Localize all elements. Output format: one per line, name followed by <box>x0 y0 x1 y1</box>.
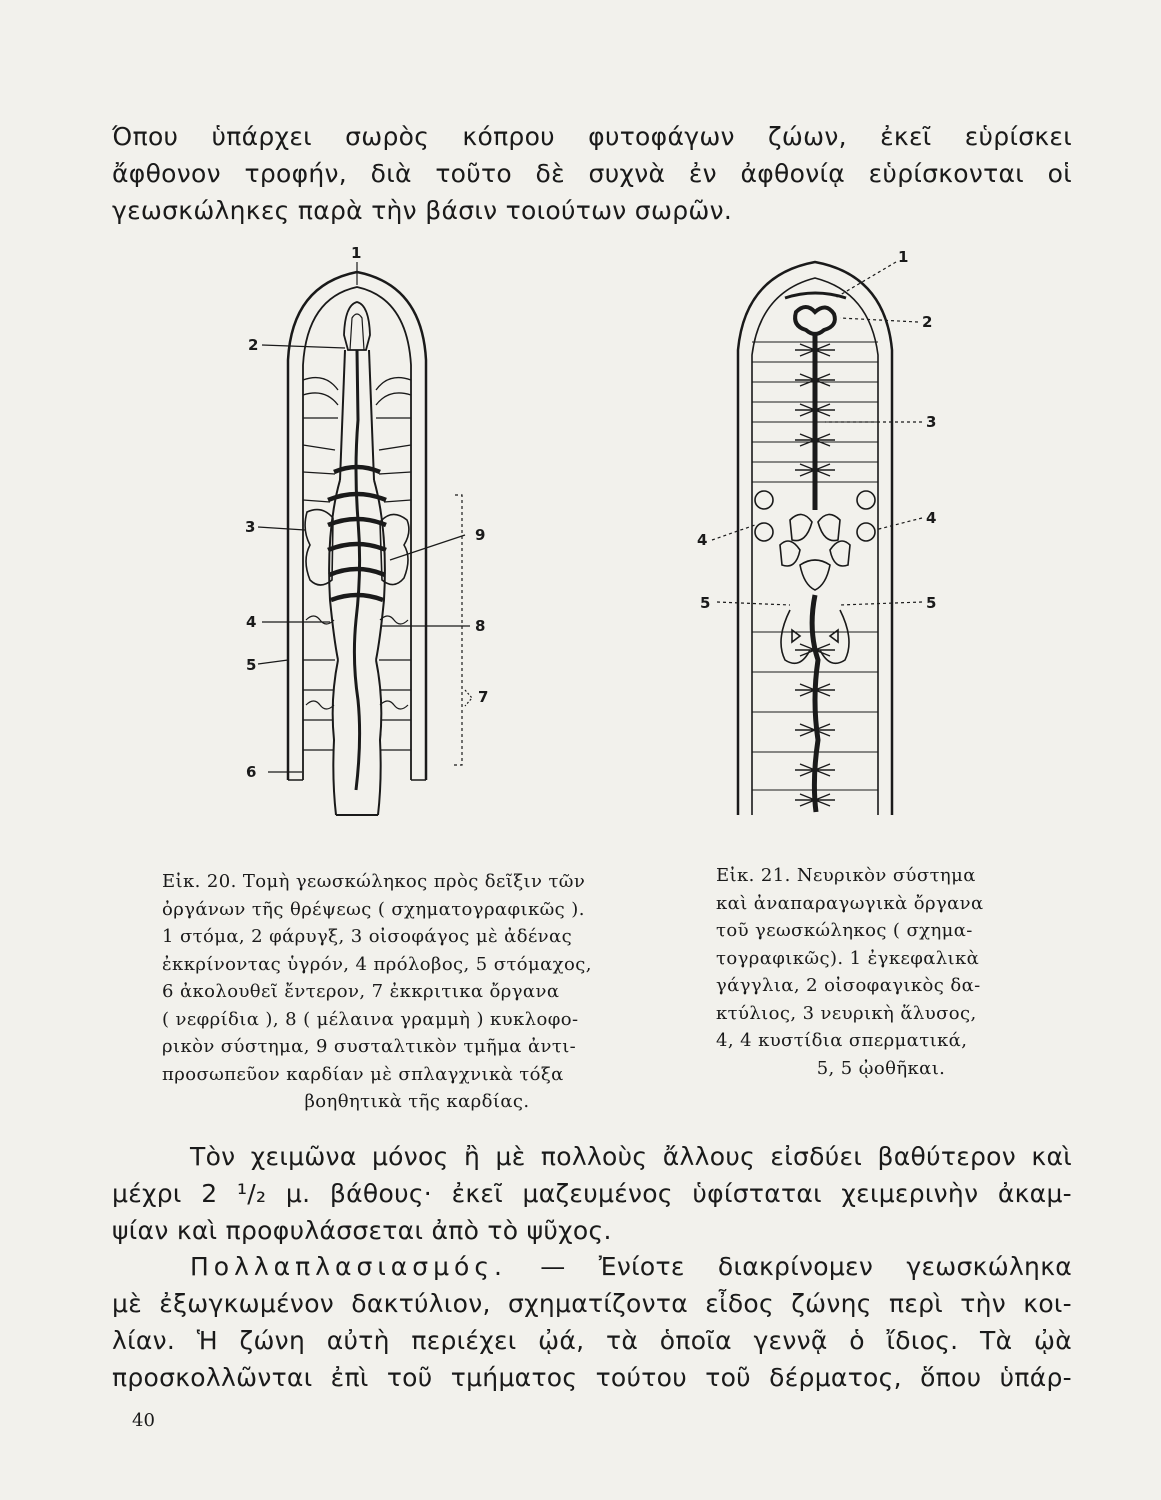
caption-line: τοῦ γεωσκώληκος ( σχημα- <box>716 920 973 941</box>
intro-line: Όπου ὑπάρχει σωρὸς κόπρου φυτοφάγων ζώων, ἐκεῖ εὑρίσκει <box>112 122 1072 151</box>
section-heading: Πολλαπλασιασμός. <box>190 1252 507 1281</box>
caption-line: ἐκκρίνοντας ὑγρόν, 4 πρόλοβος, 5 στόμαχος, <box>162 953 592 975</box>
caption-line: ( νεφρίδια ), 8 ( μέλαινα γραμμὴ ) κυκλοφο- <box>162 1008 579 1030</box>
caption-line: 4, 4 κυστίδια σπερματικά, <box>716 1030 968 1051</box>
multiplication-line: μὲ ἐξωγκωμένον δακτύλιον, σχηματίζοντα εἶδος ζώνης περὶ τὴν κοι- <box>112 1289 1072 1318</box>
caption-line: ὀργάνων τῆς θρέψεως ( σχηματογραφικῶς ). <box>162 898 585 920</box>
caption-line: 5, 5 ᾠοθῆκαι. <box>816 1057 946 1079</box>
fig21-label: 4 <box>926 509 937 527</box>
figure-20-caption <box>162 868 672 1116</box>
multiplication-line: λίαν. Ἡ ζώνη αὐτὴ περιέχει ᾠά, τὰ ὁποῖα γεννᾷ ὁ ἴδιος. Τὰ ᾠὰ <box>112 1326 1072 1355</box>
multiplication-line: προσκολλῶνται ἐπὶ τοῦ τμήματος τούτου τοῦ δέρματος, ὅπου ὑπάρ- <box>112 1363 1072 1392</box>
figure-21-caption <box>716 862 1046 1082</box>
caption-line: κτύλιος, 3 νευρικὴ ἅλυσος, <box>716 1002 977 1024</box>
fig21-label: 4 <box>697 531 708 549</box>
fig20-label: 3 <box>245 518 256 536</box>
caption-line: Εἰκ. 21. Νευρικὸν σύστημα <box>716 865 976 886</box>
winter-line: Τὸν χειμῶνα μόνος ἢ μὲ πολλοὺς ἄλλους εἰσδύει βαθύτερον καὶ <box>190 1142 1072 1171</box>
fig20-label: 4 <box>246 613 257 631</box>
caption-line: γάγγλια, 2 οἰσοφαγικὸς δα- <box>716 975 981 996</box>
fig21-label: 2 <box>922 313 933 331</box>
intro-line: γεωσκώληκες παρὰ τὴν βάσιν τοιούτων σωρῶν. <box>112 196 733 225</box>
caption-line: βοηθητικὰ τῆς καρδίας. <box>304 1091 530 1112</box>
fig20-label: 8 <box>475 617 486 635</box>
intro-line: ἄφθονον τροφήν, διὰ τοῦτο δὲ συχνὰ ἐν ἀφθονίᾳ εὑρίσκονται οἱ <box>112 159 1072 188</box>
winter-line: μέχρι 2 ¹/₂ μ. βάθους· ἐκεῖ μαζευμένος ὑφίσταται χειμερινὴν ἀκαμ- <box>112 1179 1072 1208</box>
caption-line: προσωπεῦον καρδίαν μὲ σπλαγχνικὰ τόξα <box>162 1063 564 1085</box>
multiplication-lead: — Ἐνίοτε διακρίνομεν γεωσκώληκα <box>540 1252 1073 1281</box>
caption-line: ρικὸν σύστημα, 9 συσταλτικὸν τμῆμα ἀντι- <box>162 1036 577 1057</box>
fig20-label: 2 <box>248 336 259 354</box>
fig20-label: 1 <box>351 244 362 262</box>
caption-line: τογραφικῶς). 1 ἐγκεφαλικὰ <box>716 947 980 969</box>
multiplication-first-line <box>112 1248 1072 1285</box>
winter-paragraph <box>112 1138 1072 1249</box>
caption-line: 1 στόμα, 2 φάρυγξ, 3 οἰσοφάγος μὲ ἀδένας <box>162 926 573 947</box>
fig21-label: 1 <box>898 248 909 266</box>
caption-line: 6 ἀκολουθεῖ ἔντερον, 7 ἐκκριτικα ὄργανα <box>162 981 560 1002</box>
fig20-label: 5 <box>246 656 257 674</box>
fig21-label: 3 <box>926 413 937 431</box>
caption-line: Εἰκ. 20. Τομὴ γεωσκώληκος πρὸς δεῖξιν τῶν <box>162 871 586 892</box>
fig20-label: 6 <box>246 763 257 781</box>
page-number: 40 <box>132 1410 155 1431</box>
fig21-label: 5 <box>700 594 711 612</box>
fig20-label: 7 <box>478 688 489 706</box>
caption-line: καὶ ἀναπαραγωγικὰ ὄργανα <box>716 892 984 914</box>
multiplication-paragraph <box>112 1248 1072 1396</box>
fig20-label: 9 <box>475 526 486 544</box>
fig21-label: 5 <box>926 594 937 612</box>
winter-line: ψίαν καὶ προφυλάσσεται ἀπὸ τὸ ψῦχος. <box>112 1216 612 1245</box>
